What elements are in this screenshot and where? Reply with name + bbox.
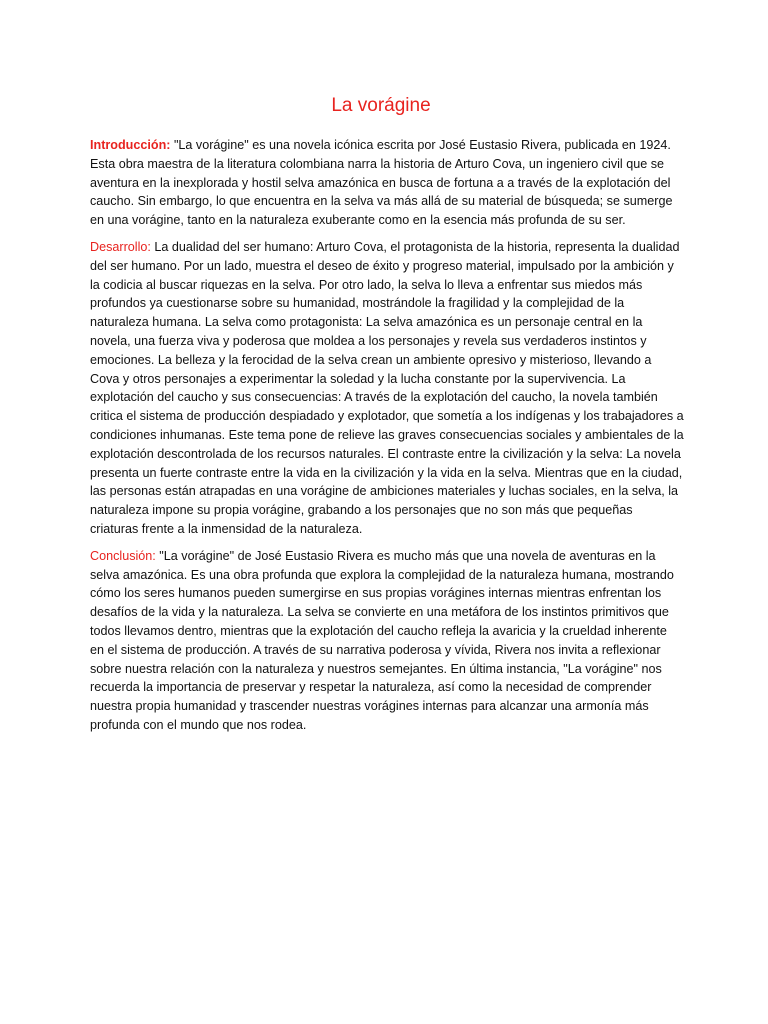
- development-label: Desarrollo:: [90, 239, 151, 254]
- document-page: [90, 92, 684, 743]
- development-paragraph: [90, 238, 684, 539]
- conclusion-text: "La vorágine" de José Eustasio Rivera es mucho más que una novela de aventuras en la selva amazónica. Es una obra profunda que explora la complejidad de la naturaleza humana, mostrando cómo los seres humanos pueden sumergirse en sus propias vorágines internas mientras enfrentan los desafíos de la vida y la naturaleza. La selva se convierte en una metáfora de los instintos primitivos que todos llevamos dentro, mientras que la explotación del caucho refleja la avaricia y la crueldad inherente en el sistema de producción. A través de su narrativa poderosa y vívida, Rivera nos invita a reflexionar sobre nuestra relación con la naturaleza y nuestros semejantes. En última instancia, "La vorágine" nos recuerda la importancia de preservar y respetar la naturaleza, así como la necesidad de comprender nuestra propia humanidad y trascender nuestras vorágines internas para alcanzar una armonía más profunda con el mundo que nos rodea.: [90, 548, 674, 732]
- conclusion-label: Conclusión:: [90, 548, 156, 563]
- development-text: La dualidad del ser humano: Arturo Cova, el protagonista de la historia, representa la dualidad del ser humano. Por un lado, muestra el deseo de éxito y progreso material, impulsado por la ambición y la codicia al buscar riquezas en la selva. Por otro lado, la selva lo lleva a enfrentar sus miedos más profundos ya cuestionarse sobre su humanidad, mostrándole la fragilidad y la complejidad de la naturaleza humana. La selva como protagonista: La selva amazónica es un personaje central en la novela, una fuerza viva y poderosa que moldea a los personajes y revela sus verdaderos instintos y emociones. La belleza y la ferocidad de la selva crean un ambiente opresivo y misterioso, llevando a Cova y otros personajes a experimentar la soledad y la lucha constante por la supervivencia. La explotación del caucho y sus consecuencias: A través de la explotación del caucho, la novela también critica el sistema de producción despiadado y explotador, que sometía a los indígenas y los trabajadores a condiciones inhumanas. Este tema pone de relieve las graves consecuencias sociales y ambientales de la explotación descontrolada de los recursos naturales. El contraste entre la civilización y la selva: La novela presenta un fuerte contraste entre la vida en la civilización y la vida en la selva. Mientras que en la ciudad, las personas están atrapadas en una vorágine de ambiciones materiales y luchas sociales, en la selva, la naturaleza impone su propia vorágine, grabando a los personajes que no son más que pequeñas criaturas frente a la inmensidad de la naturaleza.: [90, 239, 684, 536]
- introduction-text: "La vorágine" es una novela icónica escrita por José Eustasio Rivera, publicada en 1924. Esta obra maestra de la literatura colombiana narra la historia de Arturo Cova, un ingeniero civil que se aventura en la inexplorada y hostil selva amazónica en busca de fortuna a a través de la explotación del caucho. Sin embargo, lo que encuentra en la selva va más allá de su material de búsqueda; se sumerge en una vorágine, tanto en la naturaleza exuberante como en la esencia más profunda de su ser.: [90, 138, 673, 228]
- introduction-paragraph: [90, 136, 684, 230]
- document-title: La vorágine: [331, 95, 431, 116]
- introduction-label: Introducción:: [90, 138, 171, 152]
- conclusion-paragraph: [90, 547, 684, 735]
